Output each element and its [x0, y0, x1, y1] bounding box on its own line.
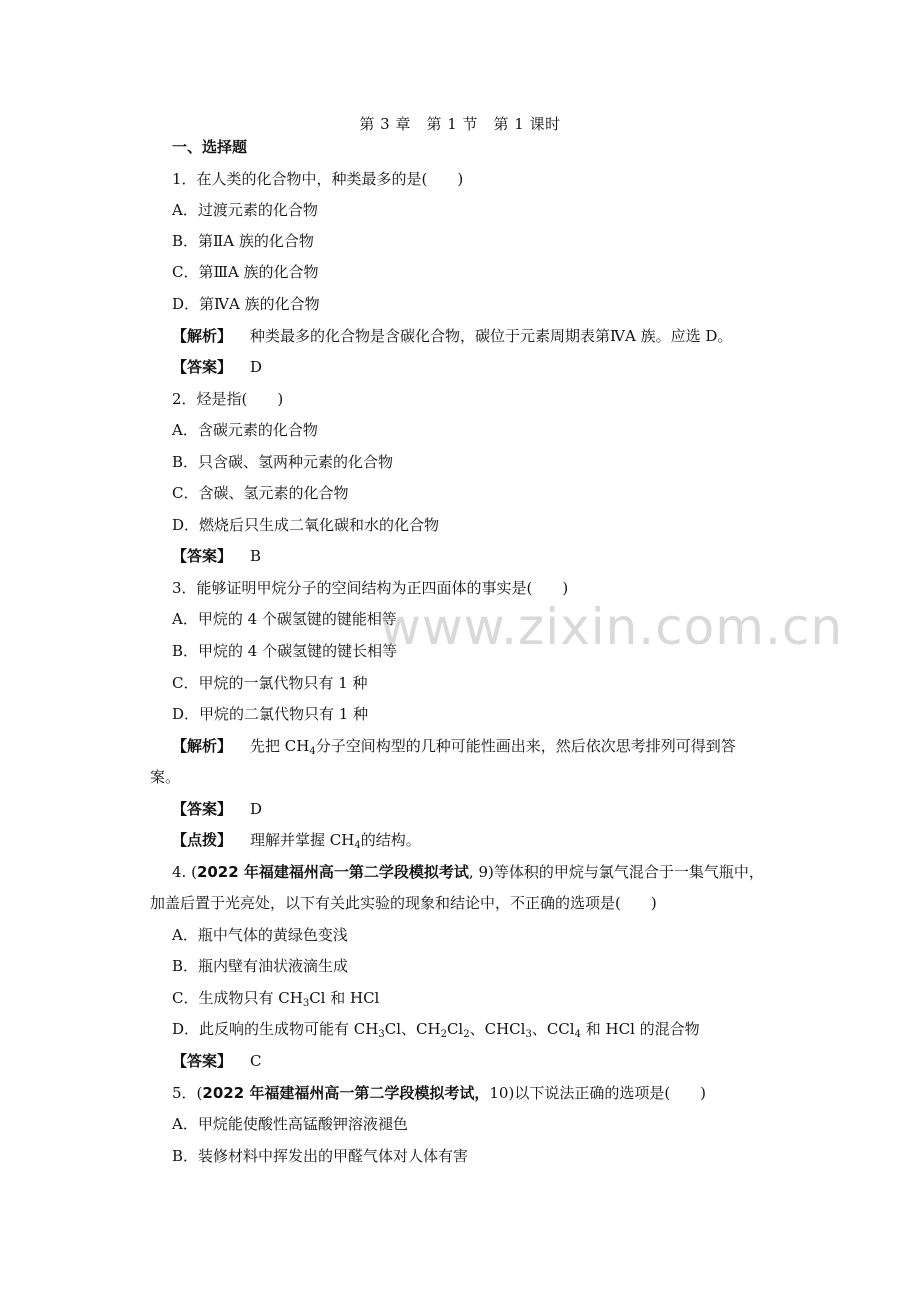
- q2-stem: 2．烃是指( ): [172, 390, 284, 408]
- question-source: 2022 年福建福州高一第二学段模拟考试: [196, 863, 469, 881]
- subscript: 4: [354, 840, 361, 851]
- question-text: , 9)等体积的甲烷与氯气混合于一集气瓶中，: [468, 863, 764, 881]
- q4-answer: [172, 1050, 792, 1072]
- q3-tip: [172, 829, 792, 851]
- q3-analysis-cont: 案。: [150, 768, 181, 786]
- q1-option-d: D．第ⅣA 族的化合物: [172, 295, 320, 313]
- q2-answer: [172, 545, 792, 567]
- option-text: Cl、CH: [384, 1020, 441, 1038]
- q4-stem-cont: 加盖后置于光亮处，以下有关此实验的现象和结论中，不正确的选项是( ): [150, 894, 657, 912]
- section-heading: 一、选择题: [172, 138, 248, 156]
- subscript: 2: [440, 1029, 447, 1040]
- answer-tag: 【答案】: [172, 547, 233, 565]
- question-number: 4. (: [172, 863, 197, 881]
- q2-option-b: B．只含碳、氢两种元素的化合物: [172, 453, 394, 471]
- q4-option-a: A．瓶中气体的黄绿色变浅: [172, 926, 348, 944]
- answer-tag: 【答案】: [172, 800, 233, 818]
- q3-option-c: C．甲烷的一氯代物只有 1 种: [172, 674, 368, 692]
- option-text: 和 HCl 的混合物: [580, 1020, 700, 1038]
- q4-stem: [172, 861, 792, 883]
- watermark: www.zixin.com.cn: [380, 598, 844, 656]
- subscript: 3: [378, 1029, 385, 1040]
- tip-text: 理解并掌握 CH: [250, 831, 355, 849]
- q5-option-a: A．甲烷能使酸性高锰酸钾溶液褪色: [172, 1115, 408, 1133]
- question-source: 2022 年福建福州高一第二学段模拟考试，: [202, 1084, 490, 1102]
- q3-option-d: D．甲烷的二氯代物只有 1 种: [172, 705, 369, 723]
- subscript: 4: [574, 1029, 581, 1040]
- q1-option-b: B．第ⅡA 族的化合物: [172, 232, 314, 250]
- subscript: 3: [525, 1029, 532, 1040]
- subscript: 4: [309, 746, 316, 757]
- option-text: Cl: [446, 1020, 464, 1038]
- subscript: 3: [302, 998, 310, 1009]
- q2-option-a: A．含碳元素的化合物: [172, 421, 318, 439]
- question-number: 5．(: [172, 1084, 203, 1102]
- analysis-text: 先把 CH: [250, 737, 310, 755]
- answer-value: C: [250, 1052, 262, 1070]
- answer-tag: 【答案】: [172, 358, 233, 376]
- analysis-text: 种类最多的化合物是含碳化合物，碳位于元素周期表第ⅣA 族。应选 D。: [250, 327, 733, 345]
- tip-text: 的结构。: [360, 831, 421, 849]
- question-text: 10)以下说法正确的选项是( ): [489, 1084, 707, 1102]
- q5-stem: [172, 1082, 792, 1104]
- option-text: D．此反响的生成物可能有 CH: [172, 1020, 379, 1038]
- option-text: 、CHCl: [469, 1020, 526, 1038]
- q3-answer: [172, 798, 792, 820]
- answer-value: B: [250, 547, 262, 565]
- q1-option-a: A．过渡元素的化合物: [172, 201, 318, 219]
- option-text: C．生成物只有 CH: [172, 989, 303, 1007]
- subscript: 2: [463, 1029, 470, 1040]
- answer-tag: 【答案】: [172, 1052, 233, 1070]
- q3-stem: 3．能够证明甲烷分子的空间结构为正四面体的事实是( ): [172, 579, 569, 597]
- q4-option-b: B．瓶内壁有油状液滴生成: [172, 957, 349, 975]
- q1-option-c: C．第ⅢA 族的化合物: [172, 263, 319, 281]
- answer-value: D: [250, 800, 263, 818]
- analysis-tag: 【解析】: [172, 327, 233, 345]
- q4-option-c: [172, 987, 792, 1009]
- q1-stem: 1．在人类的化合物中，种类最多的是( ): [172, 170, 464, 188]
- q2-option-d: D．燃烧后只生成二氧化碳和水的化合物: [172, 516, 440, 534]
- q2-option-c: C．含碳、氢元素的化合物: [172, 484, 349, 502]
- tip-tag: 【点拨】: [172, 831, 233, 849]
- q3-option-b: B．甲烷的 4 个碳氢键的键长相等: [172, 642, 398, 660]
- option-text: Cl 和 HCl: [309, 989, 380, 1007]
- q3-analysis: [172, 735, 792, 757]
- analysis-text: 分子空间构型的几种可能性画出来，然后依次思考排列可得到答: [315, 737, 736, 755]
- option-text: 、CCl: [531, 1020, 575, 1038]
- q3-option-a: A．甲烷的 4 个碳氢键的键能相等: [172, 610, 397, 628]
- q5-option-b: B．装修材料中挥发出的甲醛气体对人体有害: [172, 1147, 469, 1165]
- answer-value: D: [250, 358, 263, 376]
- page-title: 第 3 章 第 1 节 第 1 课时: [359, 115, 561, 133]
- q1-analysis: [172, 325, 792, 347]
- analysis-tag: 【解析】: [172, 737, 233, 755]
- q1-answer: [172, 356, 792, 378]
- q4-option-d: [172, 1018, 792, 1040]
